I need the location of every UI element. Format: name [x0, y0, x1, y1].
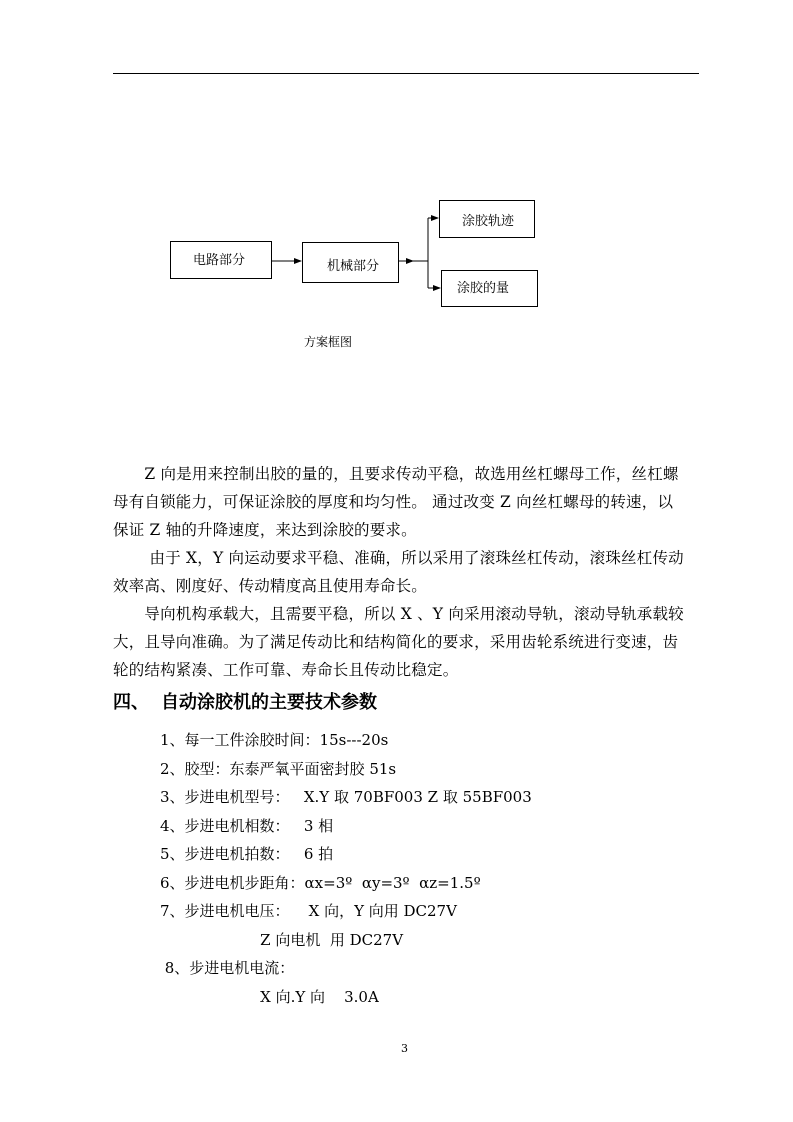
paragraph-line: 母有自锁能力，可保证涂胶的厚度和均匀性。 通过改变 Z 向丝杠螺母的转速，以 — [113, 493, 674, 511]
paragraph-line: 保证 Z 轴的升降速度，来达到涂胶的要求。 — [113, 521, 417, 539]
diagram-caption: 方案框图 — [304, 335, 353, 349]
node-glue-amount-label: 涂胶的量 — [457, 281, 510, 296]
node-circuit — [170, 241, 272, 279]
list-item: X 向.Y 向 3.0A — [160, 987, 379, 1006]
list-item: 6、步进电机步距角：αx=3º αy=3º αz=1.5º — [160, 873, 481, 892]
body-paragraphs — [113, 460, 699, 684]
node-glue-track — [439, 200, 535, 238]
block-diagram-connectors — [0, 0, 793, 400]
section-title: 自动涂胶机的主要技术参数 — [161, 692, 377, 713]
node-mechanical — [302, 242, 399, 283]
paragraph-line: 导向机构承载大，且需要平稳，所以 X 、Y 向采用滚动导轨，滚动导轨承载较 — [113, 605, 684, 623]
parameter-list — [160, 726, 532, 1011]
node-glue-amount — [441, 270, 538, 307]
list-item: 2、胶型：东泰严氧平面密封胶 51s — [160, 759, 397, 778]
list-item: 5、步进电机拍数： 6 拍 — [160, 845, 334, 863]
list-item: 8、步进电机电流： — [160, 959, 295, 977]
list-item: Z 向电机 用 DC27V — [160, 930, 404, 949]
paragraph-line: Z 向是用来控制出胶的量的，且要求传动平稳，故选用丝杠螺母工作，丝杠螺 — [113, 465, 679, 483]
list-item: 1、每一工件涂胶时间：15s---20s — [160, 731, 389, 749]
list-item: 3、步进电机型号： X.Y 取 70BF003 Z 取 55BF003 — [160, 788, 532, 806]
list-item: 4、步进电机相数： 3 相 — [160, 816, 334, 835]
node-mechanical-label: 机械部分 — [327, 259, 380, 274]
paragraph-line: 大，且导向准确。为了满足传动比和结构简化的要求，采用齿轮系统进行变速，齿 — [113, 633, 679, 651]
section-number: 四、 — [113, 692, 149, 713]
node-glue-track-label: 涂胶轨迹 — [462, 214, 515, 229]
page-number: 3 — [401, 1042, 408, 1055]
node-circuit-label: 电路部分 — [193, 253, 246, 268]
header-rule — [113, 73, 699, 74]
paragraph-line: 效率高、刚度好、传动精度高且使用寿命长。 — [113, 577, 428, 595]
list-item: 7、步进电机电压： X 向，Y 向用 DC27V — [160, 902, 457, 920]
section-heading — [113, 688, 377, 714]
paragraph-line: 由于 X，Y 向运动要求平稳、准确，所以采用了滚珠丝杠传动，滚珠丝杠传动 — [113, 549, 684, 567]
paragraph-line: 轮的结构紧凑、工作可靠、寿命长且传动比稳定。 — [113, 661, 459, 679]
